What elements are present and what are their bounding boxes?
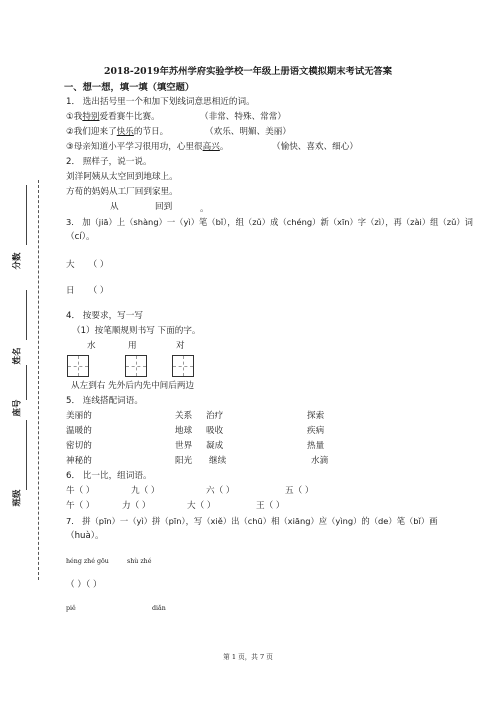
q6-cell: 午（ ） — [66, 501, 95, 511]
q7-pinyin-3: piě — [66, 605, 76, 612]
q6-cell: 牛（ ） — [66, 486, 95, 496]
q2-period: 。 — [200, 204, 209, 214]
score-label: 分数 — [12, 252, 23, 270]
q2-line-1: 刘洋阿姨从太空回到地球上。 — [66, 172, 178, 182]
q3-row-1: 大 （ ） — [66, 260, 109, 270]
q7-stem-line-2: （huà）。 — [66, 531, 104, 541]
q6-cell: 九（ ） — [131, 486, 160, 496]
q1-underlined-word: 快乐 — [116, 127, 134, 137]
binding-dashed-line — [38, 180, 39, 580]
q7-pinyin-1: héng zhé gōu — [66, 558, 109, 565]
class-underline — [26, 420, 27, 490]
seat-underline — [26, 365, 27, 400]
q2-back: 回到 — [155, 202, 173, 212]
q7-stem-line-1: 7． 拼（pīn）一（yì）拼（pīn），写（xiě）出（chū）相（xiāng）应（yìng）的（de）笔（bǐ）画 — [66, 516, 438, 526]
q6-cell: 大（ ） — [187, 501, 216, 511]
q2-line-2: 方荀的妈妈从工厂回到家里。 — [66, 187, 178, 197]
q7-pinyin-4: diǎn — [152, 605, 166, 612]
q1-item-1: ①我特别爱看赛牛比赛。 — [66, 112, 160, 122]
name-label: 姓名 — [12, 347, 23, 365]
section-heading: 一、想一想，填一填（填空题） — [64, 82, 195, 93]
q4-char-2: 用 — [128, 341, 137, 351]
q6-cell: 力（ ） — [122, 501, 151, 511]
q6-cell: 王（ ） — [256, 501, 285, 511]
seat-label: 座号 — [12, 399, 23, 417]
writing-grid-1[interactable] — [67, 355, 89, 377]
class-label: 班级 — [12, 489, 23, 507]
q2-stem: 2． 照样子，说一说。 — [66, 157, 152, 167]
score-underline — [26, 185, 27, 245]
writing-grid-2[interactable] — [125, 355, 147, 377]
q1-stem: 1． 选出括号里一个和加下划线词意思相近的词。 — [66, 97, 255, 107]
q2-from: 从 — [110, 202, 119, 212]
q5-stem: 5． 连线搭配词语。 — [66, 396, 143, 406]
q3-stem-line-1: 3． 加（jiā）上（shàng）一（yì）笔（bǐ），组（zǔ）成（chéng）新（xīn）字（zì），再（zài）组（zǔ）词 — [66, 217, 473, 227]
q4-sub-1: （1）按笔顺规则书写 下面的字。 — [72, 326, 201, 336]
q6-cell: 五（ ） — [285, 486, 314, 496]
q4-rule: 从左到右 先外后内先中间后两边 — [71, 381, 195, 391]
q4-char-3: 对 — [176, 341, 185, 351]
page-number: 第 1 页，共 7 页 — [223, 653, 273, 661]
q1-item-3: ③母亲知道小平学习很用功，心里很高兴。 — [66, 142, 229, 152]
q1-item-2: ②我们迎来了快乐的节日。 — [66, 127, 169, 137]
q1-options-2: （欢乐、明媚、美丽） — [205, 127, 291, 137]
q6-cell: 六（ ） — [206, 486, 235, 496]
q4-char-1: 水 — [87, 341, 96, 351]
q1-options-3: （愉快、喜欢、细心） — [272, 142, 358, 152]
q1-underlined-word: 高兴 — [202, 142, 220, 152]
name-underline — [26, 290, 27, 340]
q7-blanks: （ ）（ ） — [66, 580, 102, 590]
q7-pinyin-2: shù zhé — [127, 558, 152, 565]
q6-stem: 6． 比一比，组词语。 — [66, 471, 152, 481]
q1-options-1: （非常、特殊、常常） — [200, 112, 286, 122]
q4-stem: 4． 按要求，写一写 — [66, 311, 143, 321]
q3-stem-line-2: （cí）。 — [66, 232, 95, 242]
page-title: 2018-2019年苏州学府实验学校一年级上册语文模拟期末考试无答案 — [103, 66, 393, 77]
writing-grid-3[interactable] — [172, 355, 194, 377]
q1-underlined-word: 特别 — [82, 112, 100, 122]
q3-row-2: 日 （ ） — [66, 286, 109, 296]
